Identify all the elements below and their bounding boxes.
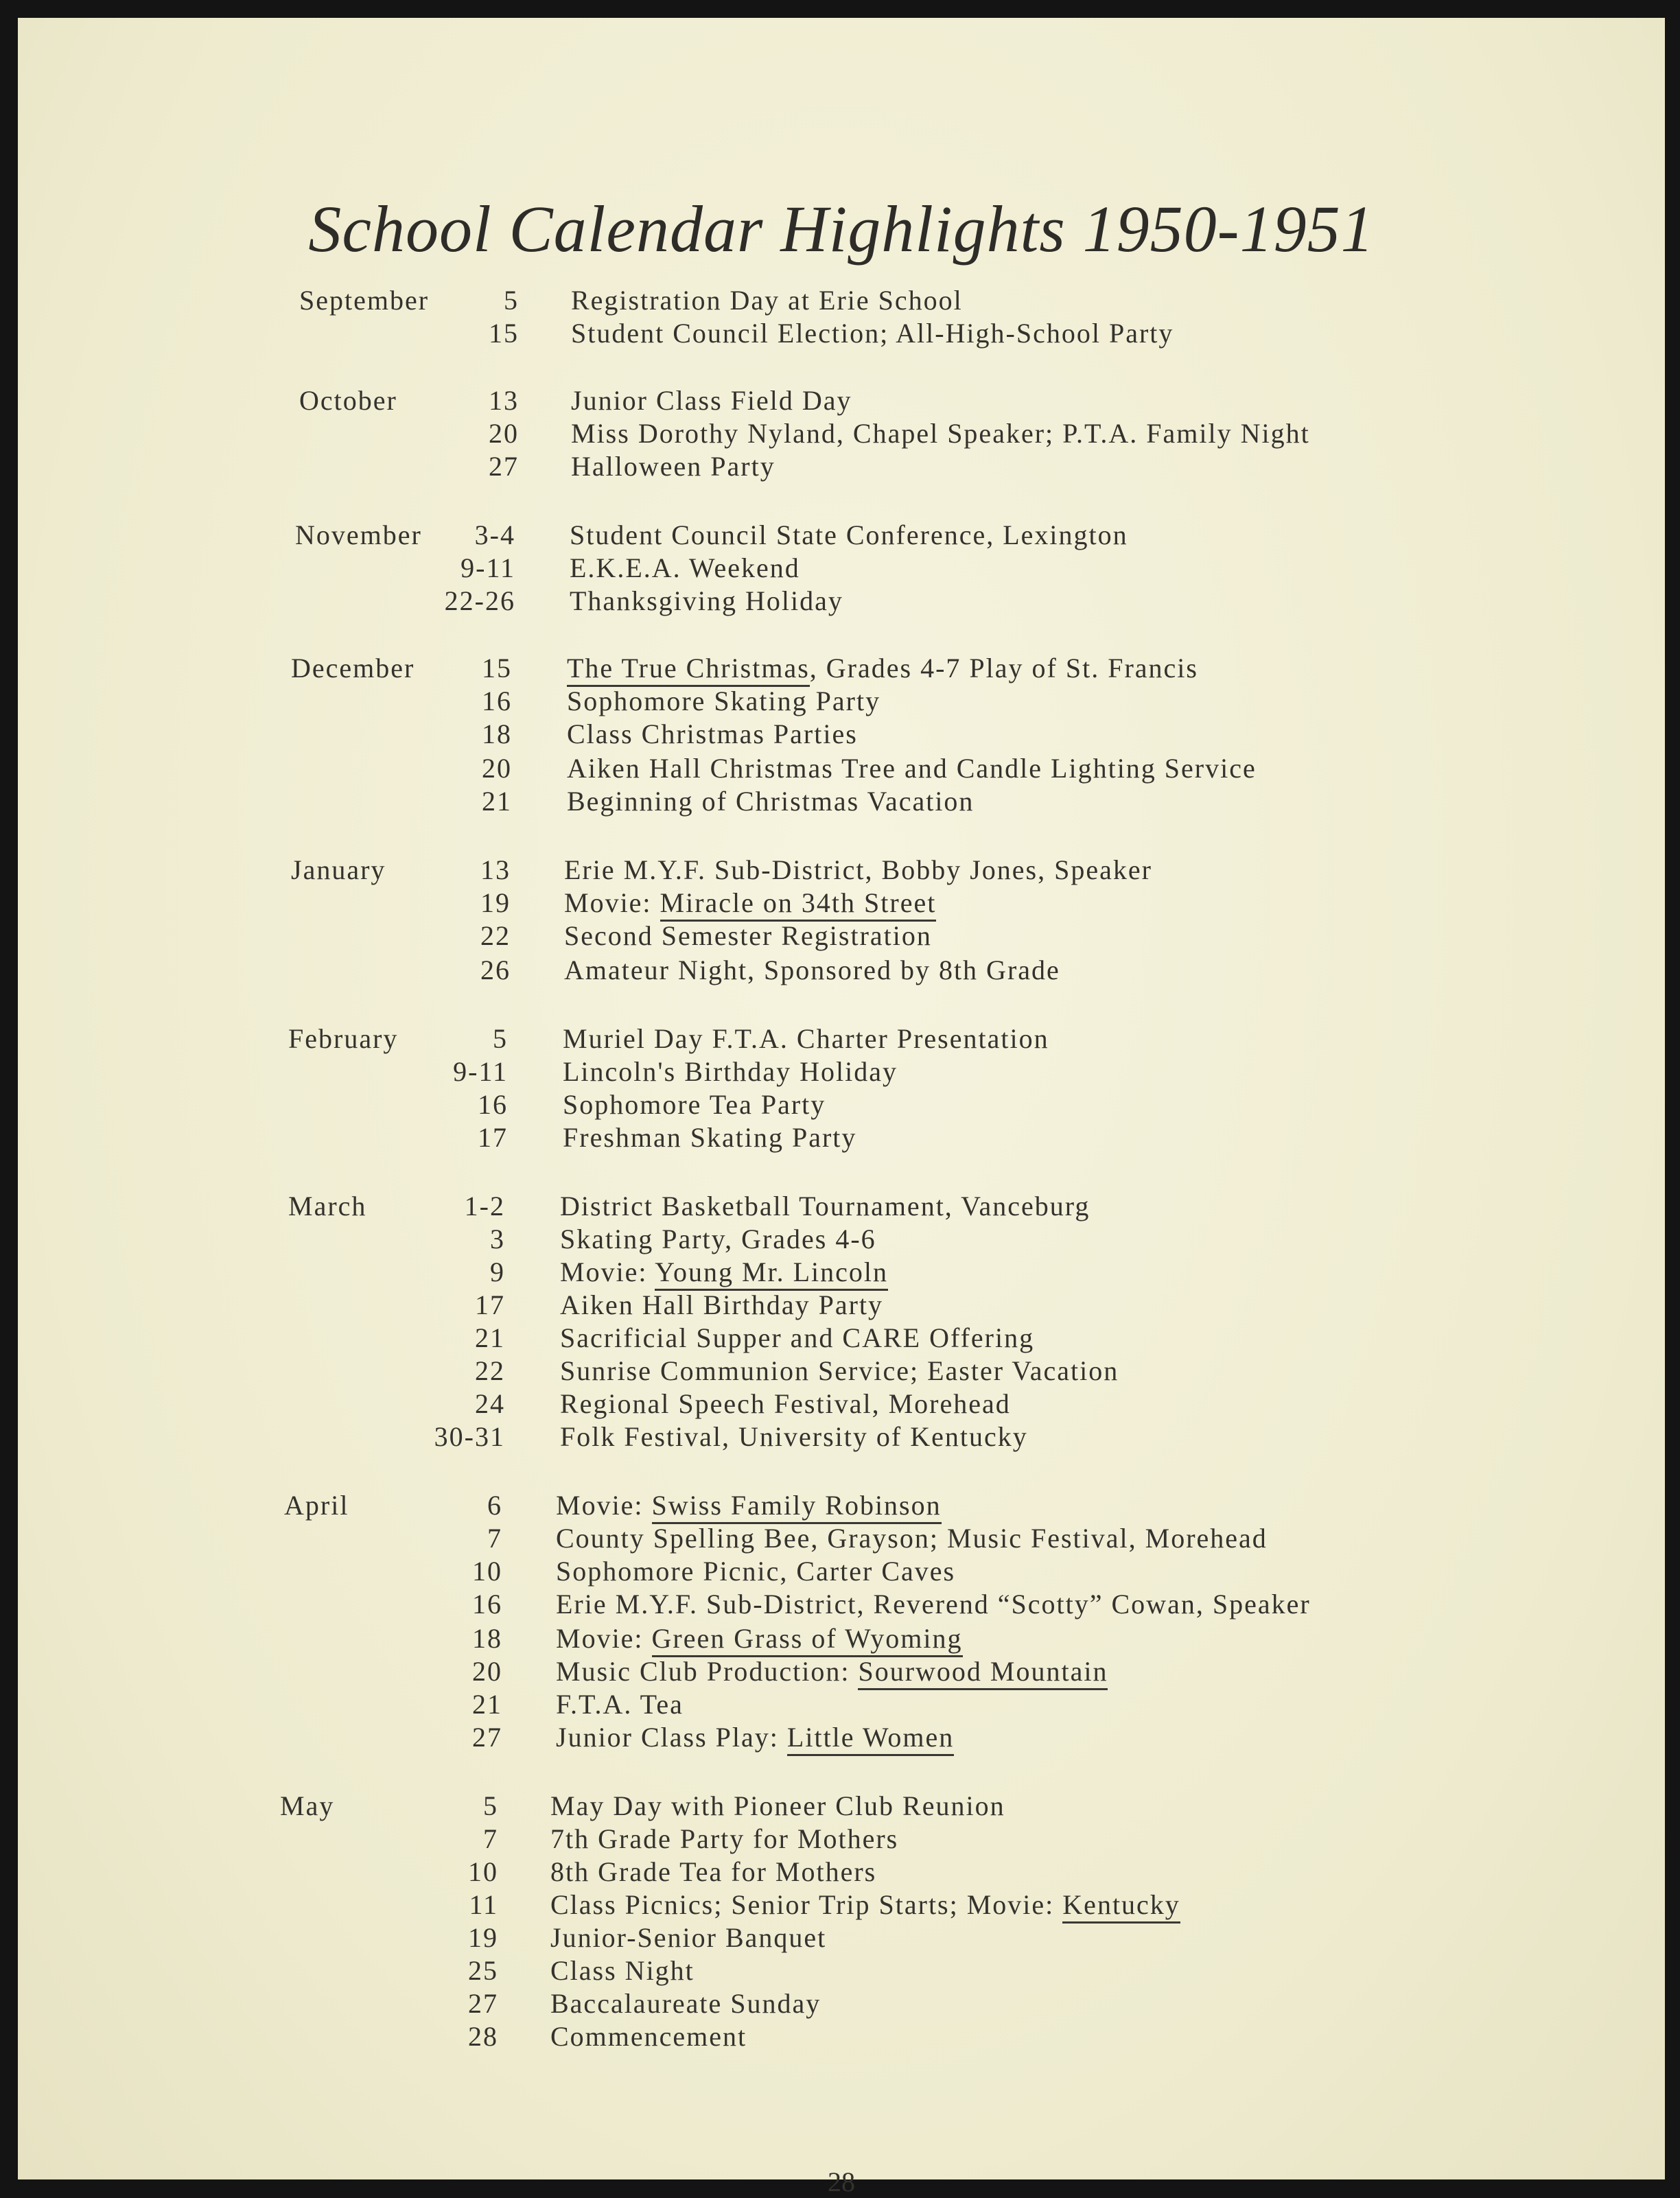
calendar-entry	[18, 752, 1665, 785]
month-label: September	[299, 285, 430, 316]
month-label: October	[299, 385, 397, 416]
calendar-entry	[18, 920, 1665, 952]
calendar-entry	[18, 1588, 1665, 1621]
calendar-entry	[18, 1322, 1665, 1355]
event-text: Sunrise Communion Service; Easter Vacation	[560, 1355, 1119, 1386]
event-text: Beginning of Christmas Vacation	[567, 786, 975, 817]
calendar-entry	[18, 552, 1665, 585]
month-label: April	[284, 1490, 349, 1521]
event-description	[556, 1522, 1268, 1554]
event-day: 18	[482, 718, 512, 749]
event-text: Sophomore Tea Party	[563, 1089, 826, 1120]
event-text: Miss Dorothy Nyland, Chapel Speaker; P.T.A. Family Night	[571, 418, 1310, 449]
event-day: 5	[493, 1023, 508, 1054]
event-day: 22-26	[444, 585, 515, 616]
event-text: Second Semester Registration	[564, 920, 932, 951]
calendar-entry	[18, 1355, 1665, 1388]
month-label: February	[288, 1023, 399, 1054]
calendar-entry	[18, 1889, 1665, 1921]
calendar-entry	[18, 1655, 1665, 1688]
event-description	[567, 752, 1257, 784]
calendar-page	[18, 18, 1665, 2197]
event-description	[556, 1588, 1311, 1620]
event-description	[571, 417, 1310, 449]
underlined-title: Young Mr. Lincoln	[655, 1256, 888, 1291]
event-description	[550, 2020, 747, 2053]
event-text: Aiken Hall Christmas Tree and Candle Lighting Service	[567, 753, 1257, 784]
event-day: 6	[487, 1490, 502, 1521]
event-text: Movie:	[560, 1256, 655, 1287]
event-text: E.K.E.A. Weekend	[570, 552, 800, 583]
event-day: 19	[468, 1922, 498, 1953]
calendar-entry	[18, 1622, 1665, 1655]
event-day: 19	[480, 887, 511, 918]
event-day: 10	[468, 1856, 498, 1887]
event-day: 5	[504, 285, 519, 316]
event-day: 7	[483, 1823, 498, 1854]
event-text: Aiken Hall Birthday Party	[560, 1289, 884, 1320]
month-label: March	[288, 1191, 367, 1221]
event-description	[560, 1223, 876, 1255]
event-text: Erie M.Y.F. Sub-District, Bobby Jones, Speaker	[564, 854, 1152, 885]
event-description	[556, 1688, 684, 1720]
event-description	[560, 1190, 1090, 1222]
event-day: 17	[478, 1122, 508, 1153]
event-description	[560, 1388, 1011, 1420]
event-description	[564, 854, 1152, 886]
event-description	[570, 585, 843, 617]
underlined-title: Kentucky	[1062, 1889, 1180, 1924]
underlined-title: Miracle on 34th Street	[660, 887, 937, 922]
calendar-entry	[18, 1256, 1665, 1289]
calendar-entry	[18, 1921, 1665, 1954]
calendar-entry	[18, 1388, 1665, 1420]
calendar-entry	[18, 1088, 1665, 1121]
event-text: Erie M.Y.F. Sub-District, Reverend “Scotty” Cowan, Speaker	[556, 1589, 1311, 1620]
event-description	[560, 1420, 1028, 1453]
event-text: May Day with Pioneer Club Reunion	[550, 1790, 1005, 1821]
event-text: Regional Speech Festival, Morehead	[560, 1388, 1011, 1419]
event-day: 22	[480, 920, 511, 951]
calendar-entry	[18, 1721, 1665, 1754]
event-description	[567, 685, 880, 717]
event-text: Movie:	[564, 887, 660, 918]
calendar-entry	[18, 887, 1665, 920]
event-day: 15	[482, 653, 512, 683]
underlined-title: Sourwood Mountain	[858, 1656, 1108, 1690]
month-label: November	[295, 519, 422, 550]
calendar-entry	[18, 785, 1665, 818]
calendar-entry	[18, 1223, 1665, 1256]
calendar-entry	[18, 1522, 1665, 1555]
event-description	[564, 954, 1060, 986]
event-text: Muriel Day F.T.A. Charter Presentation	[563, 1023, 1049, 1054]
event-description	[571, 317, 1174, 349]
calendar-entry	[18, 1856, 1665, 1889]
event-day: 10	[472, 1556, 502, 1587]
calendar-entry	[18, 1688, 1665, 1721]
event-text: Junior Class Play:	[556, 1722, 787, 1753]
event-text: District Basketball Tournament, Vanceburg	[560, 1191, 1090, 1221]
event-description	[567, 785, 974, 817]
event-description	[550, 1954, 695, 1987]
event-day: 22	[475, 1355, 505, 1386]
event-description	[563, 1121, 856, 1154]
calendar-entry	[18, 954, 1665, 987]
underlined-title: Little Women	[787, 1722, 954, 1756]
event-text: Sacrificial Supper and CARE Offering	[560, 1322, 1035, 1353]
event-day: 18	[472, 1623, 502, 1654]
calendar-entry	[18, 1954, 1665, 1987]
event-description	[570, 519, 1128, 551]
event-day: 1-2	[464, 1191, 505, 1221]
event-day: 11	[469, 1889, 498, 1920]
event-text: Student Council Election; All-High-School Party	[571, 318, 1174, 349]
event-description	[567, 718, 858, 750]
underlined-title: The True Christmas	[567, 653, 810, 687]
event-description	[563, 1022, 1049, 1055]
event-description	[550, 1921, 826, 1954]
event-text: Sophomore Picnic, Carter Caves	[556, 1556, 956, 1587]
event-description	[564, 887, 936, 919]
event-description	[564, 920, 932, 952]
event-text: Halloween Party	[571, 451, 775, 482]
event-text: Folk Festival, University of Kentucky	[560, 1421, 1028, 1452]
event-text: Junior Class Field Day	[571, 385, 852, 416]
event-day: 3-4	[474, 519, 515, 550]
event-text: Commencement	[550, 2021, 747, 2052]
event-text: Thanksgiving Holiday	[570, 585, 843, 616]
calendar-entry	[18, 2020, 1665, 2053]
event-day: 21	[482, 786, 512, 817]
event-text: , Grades 4-7 Play of St. Francis	[809, 653, 1198, 683]
event-description	[563, 1088, 826, 1121]
event-description	[550, 1823, 898, 1855]
calendar-entry	[18, 1121, 1665, 1154]
calendar-entry	[18, 1289, 1665, 1322]
event-description	[571, 284, 963, 316]
event-day: 16	[482, 686, 512, 716]
calendar-entry	[18, 1555, 1665, 1588]
event-description	[550, 1889, 1180, 1921]
event-text: Freshman Skating Party	[563, 1122, 857, 1153]
event-day: 17	[475, 1289, 505, 1320]
event-text: Lincoln's Birthday Holiday	[563, 1056, 898, 1087]
calendar-entry	[18, 585, 1665, 618]
event-text: Class Night	[550, 1955, 695, 1986]
event-day: 15	[489, 318, 519, 349]
event-day: 24	[475, 1388, 505, 1419]
event-text: Registration Day at Erie School	[571, 285, 963, 316]
event-description	[556, 1655, 1108, 1687]
underlined-title: Swiss Family Robinson	[652, 1490, 942, 1524]
event-day: 5	[483, 1790, 498, 1821]
event-text: Baccalaureate Sunday	[550, 1988, 821, 2019]
event-text: 8th Grade Tea for Mothers	[550, 1856, 877, 1887]
calendar-entry	[18, 1823, 1665, 1856]
event-day: 13	[489, 385, 519, 416]
calendar-entry	[18, 284, 1665, 317]
event-description	[560, 1322, 1034, 1354]
event-text: Student Council State Conference, Lexington	[570, 519, 1128, 550]
event-text: F.T.A. Tea	[556, 1689, 684, 1720]
calendar-entry	[18, 1055, 1665, 1088]
calendar-entry	[18, 652, 1665, 685]
event-text: Class Picnics; Senior Trip Starts; Movie:	[550, 1889, 1063, 1920]
calendar-entry	[18, 1987, 1665, 2020]
event-description	[560, 1355, 1119, 1387]
underlined-title: Green Grass of Wyoming	[652, 1623, 963, 1657]
month-label: January	[291, 854, 386, 885]
event-day: 28	[468, 2021, 498, 2052]
month-label: December	[291, 653, 415, 683]
event-day: 30-31	[434, 1421, 505, 1452]
event-description	[550, 1790, 1005, 1822]
event-text: County Spelling Bee, Grayson; Music Festival, Morehead	[556, 1523, 1268, 1554]
event-description	[560, 1256, 888, 1288]
event-text: Sophomore Skating Party	[567, 686, 881, 716]
event-day: 21	[472, 1689, 502, 1720]
page-title: School Calendar Highlights 1950-1951	[308, 192, 1375, 266]
event-description	[550, 1987, 821, 2020]
event-day: 20	[482, 753, 512, 784]
event-day: 9-11	[453, 1056, 508, 1087]
event-day: 21	[475, 1322, 505, 1353]
event-text: Amateur Night, Sponsored by 8th Grade	[564, 955, 1060, 985]
month-label: May	[280, 1790, 335, 1821]
event-day: 20	[472, 1656, 502, 1687]
calendar-entry	[18, 718, 1665, 751]
event-text: Music Club Production:	[556, 1656, 859, 1687]
event-text: Skating Party, Grades 4-6	[560, 1224, 876, 1254]
event-description	[556, 1721, 954, 1753]
event-day: 20	[489, 418, 519, 449]
event-description	[556, 1555, 955, 1587]
event-description	[556, 1622, 963, 1655]
calendar-entry	[18, 417, 1665, 450]
calendar-entry	[18, 685, 1665, 718]
event-description	[571, 384, 852, 417]
event-description	[571, 450, 775, 482]
event-text: Movie:	[556, 1490, 652, 1521]
event-description	[570, 552, 800, 584]
calendar-entry	[18, 1420, 1665, 1453]
event-text: 7th Grade Party for Mothers	[550, 1823, 899, 1854]
calendar-entry	[18, 450, 1665, 483]
event-day: 26	[480, 955, 511, 985]
event-day: 7	[487, 1523, 502, 1554]
event-description	[550, 1856, 876, 1888]
page-number: 28	[828, 2166, 855, 2197]
calendar-entry	[18, 1489, 1665, 1522]
event-day: 9	[490, 1256, 505, 1287]
calendar-entry	[18, 854, 1665, 887]
event-day: 9-11	[460, 552, 515, 583]
calendar-entry	[18, 317, 1665, 350]
event-day: 27	[489, 451, 519, 482]
event-description	[556, 1489, 942, 1521]
calendar-entry	[18, 519, 1665, 552]
event-day: 27	[468, 1988, 498, 2019]
calendar-entry	[18, 384, 1665, 417]
event-description	[563, 1055, 898, 1088]
event-day: 25	[468, 1955, 498, 1986]
calendar-entry	[18, 1790, 1665, 1823]
event-text: Movie:	[556, 1623, 652, 1654]
event-description	[560, 1289, 883, 1321]
calendar-entry	[18, 1190, 1665, 1223]
event-day: 3	[490, 1224, 505, 1254]
event-day: 27	[472, 1722, 502, 1753]
event-text: Junior-Senior Banquet	[550, 1922, 827, 1953]
event-day: 16	[478, 1089, 508, 1120]
event-day: 16	[472, 1589, 502, 1620]
event-text: Class Christmas Parties	[567, 718, 858, 749]
event-description	[567, 652, 1198, 684]
event-day: 13	[480, 854, 511, 885]
calendar-entry	[18, 1022, 1665, 1055]
